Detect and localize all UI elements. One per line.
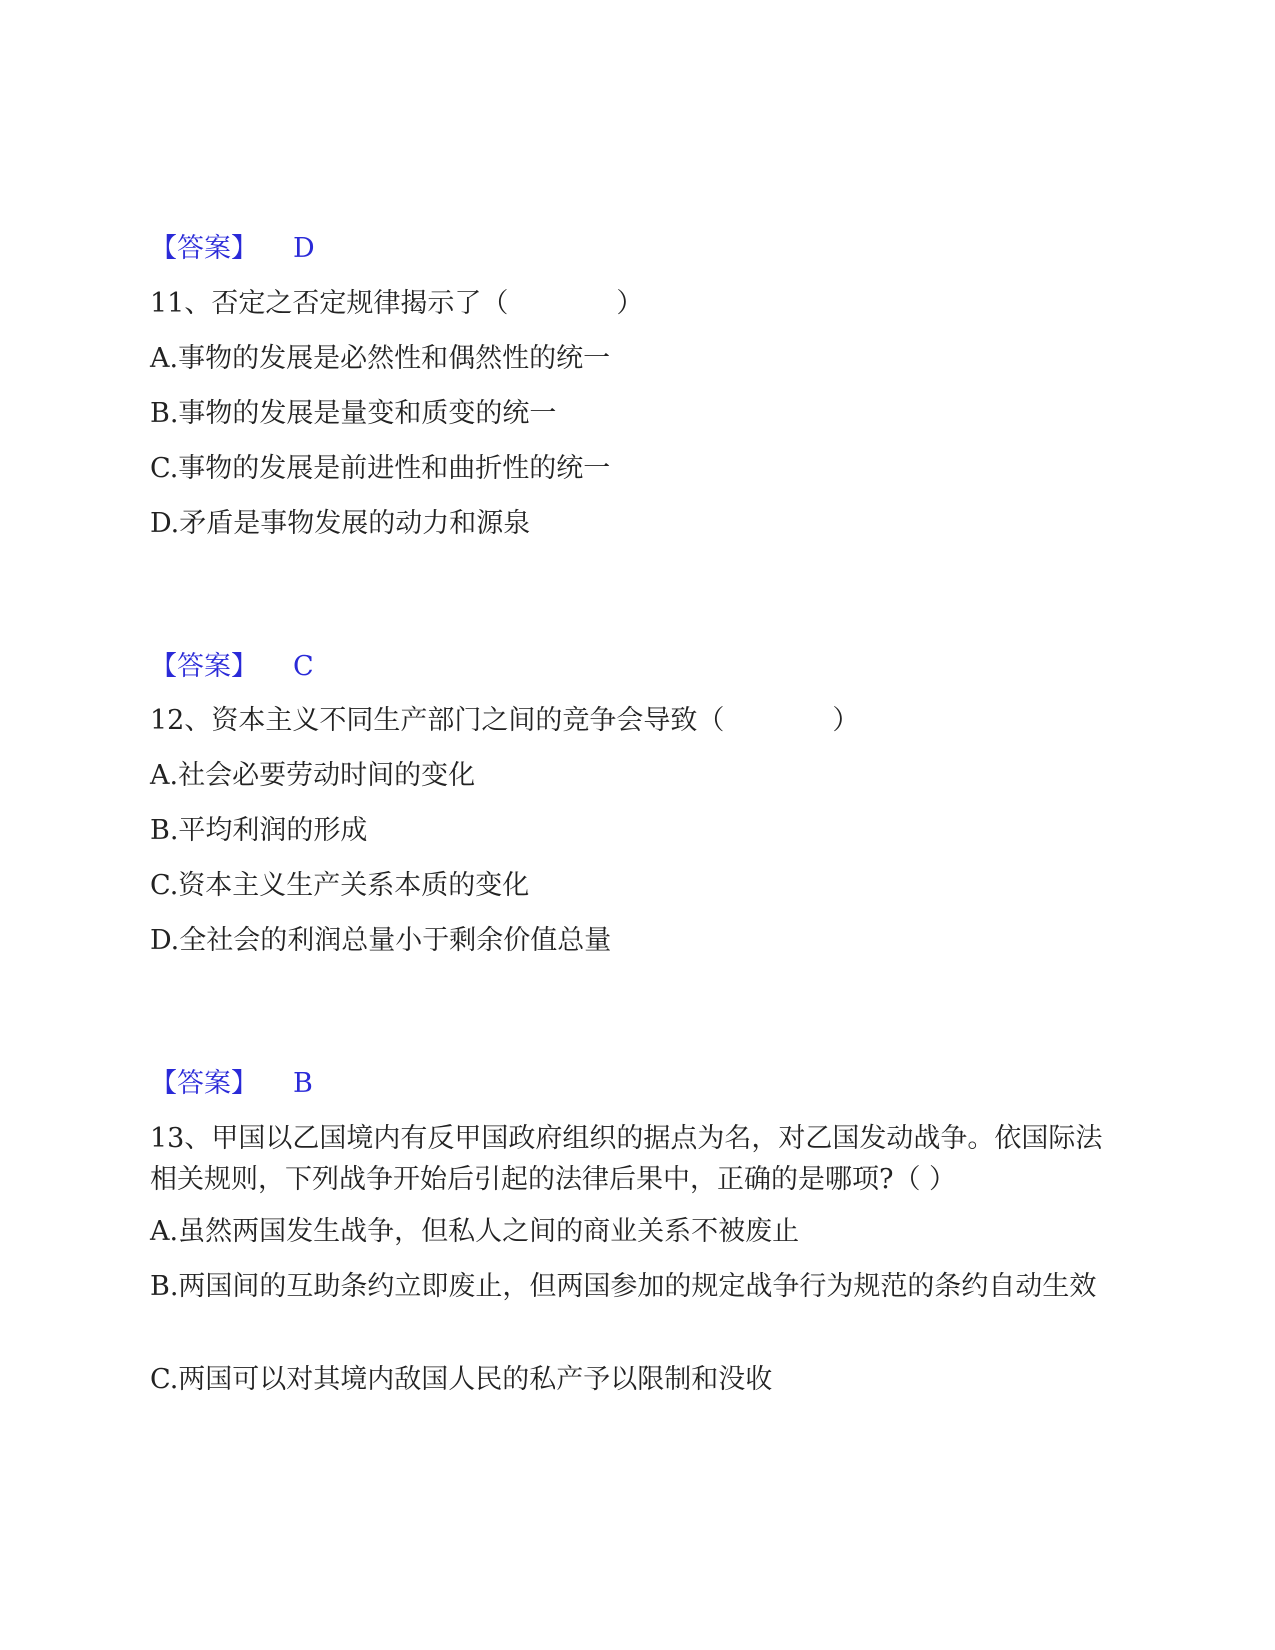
option-c: C.资本主义生产关系本质的变化 [150, 870, 530, 901]
question-text: 12、资本主义不同生产部门之间的竞争会导致（ ） [150, 705, 860, 736]
option-b: B.事物的发展是量变和质变的统一 [150, 398, 557, 429]
option-b: B.两国间的互助条约立即废止，但两国参加的规定战争行为规范的条约自动生效 [150, 1271, 1097, 1302]
answer-value: B [293, 1068, 313, 1099]
question-text: 11、否定之否定规律揭示了（ ） [150, 288, 644, 319]
option-d: D.全社会的利润总量小于剩余价值总量 [150, 925, 612, 956]
option-c: C.两国可以对其境内敌国人民的私产予以限制和没收 [150, 1364, 773, 1395]
question-text: 13、甲国以乙国境内有反甲国政府组织的据点为名，对乙国发动战争。依国际法相关规则，下列战争开始后引起的法律后果中，正确的是哪项?（ ） [150, 1123, 1103, 1195]
answer-value: D [293, 233, 315, 264]
option-d: D.矛盾是事物发展的动力和源泉 [150, 508, 531, 539]
answer-row [150, 1068, 550, 1100]
answer-row [150, 651, 550, 683]
answer-label: 【答案】 [150, 1068, 258, 1099]
answer-label: 【答案】 [150, 233, 258, 264]
option-c: C.事物的发展是前进性和曲折性的统一 [150, 453, 611, 484]
option-b: B.平均利润的形成 [150, 815, 368, 846]
answer-label: 【答案】 [150, 651, 258, 682]
option-a: A.虽然两国发生战争，但私人之间的商业关系不被废止 [150, 1216, 800, 1247]
option-a: A.事物的发展是必然性和偶然性的统一 [150, 343, 611, 374]
answer-value: C [293, 651, 314, 682]
option-a: A.社会必要劳动时间的变化 [150, 760, 476, 791]
answer-row [150, 233, 550, 265]
